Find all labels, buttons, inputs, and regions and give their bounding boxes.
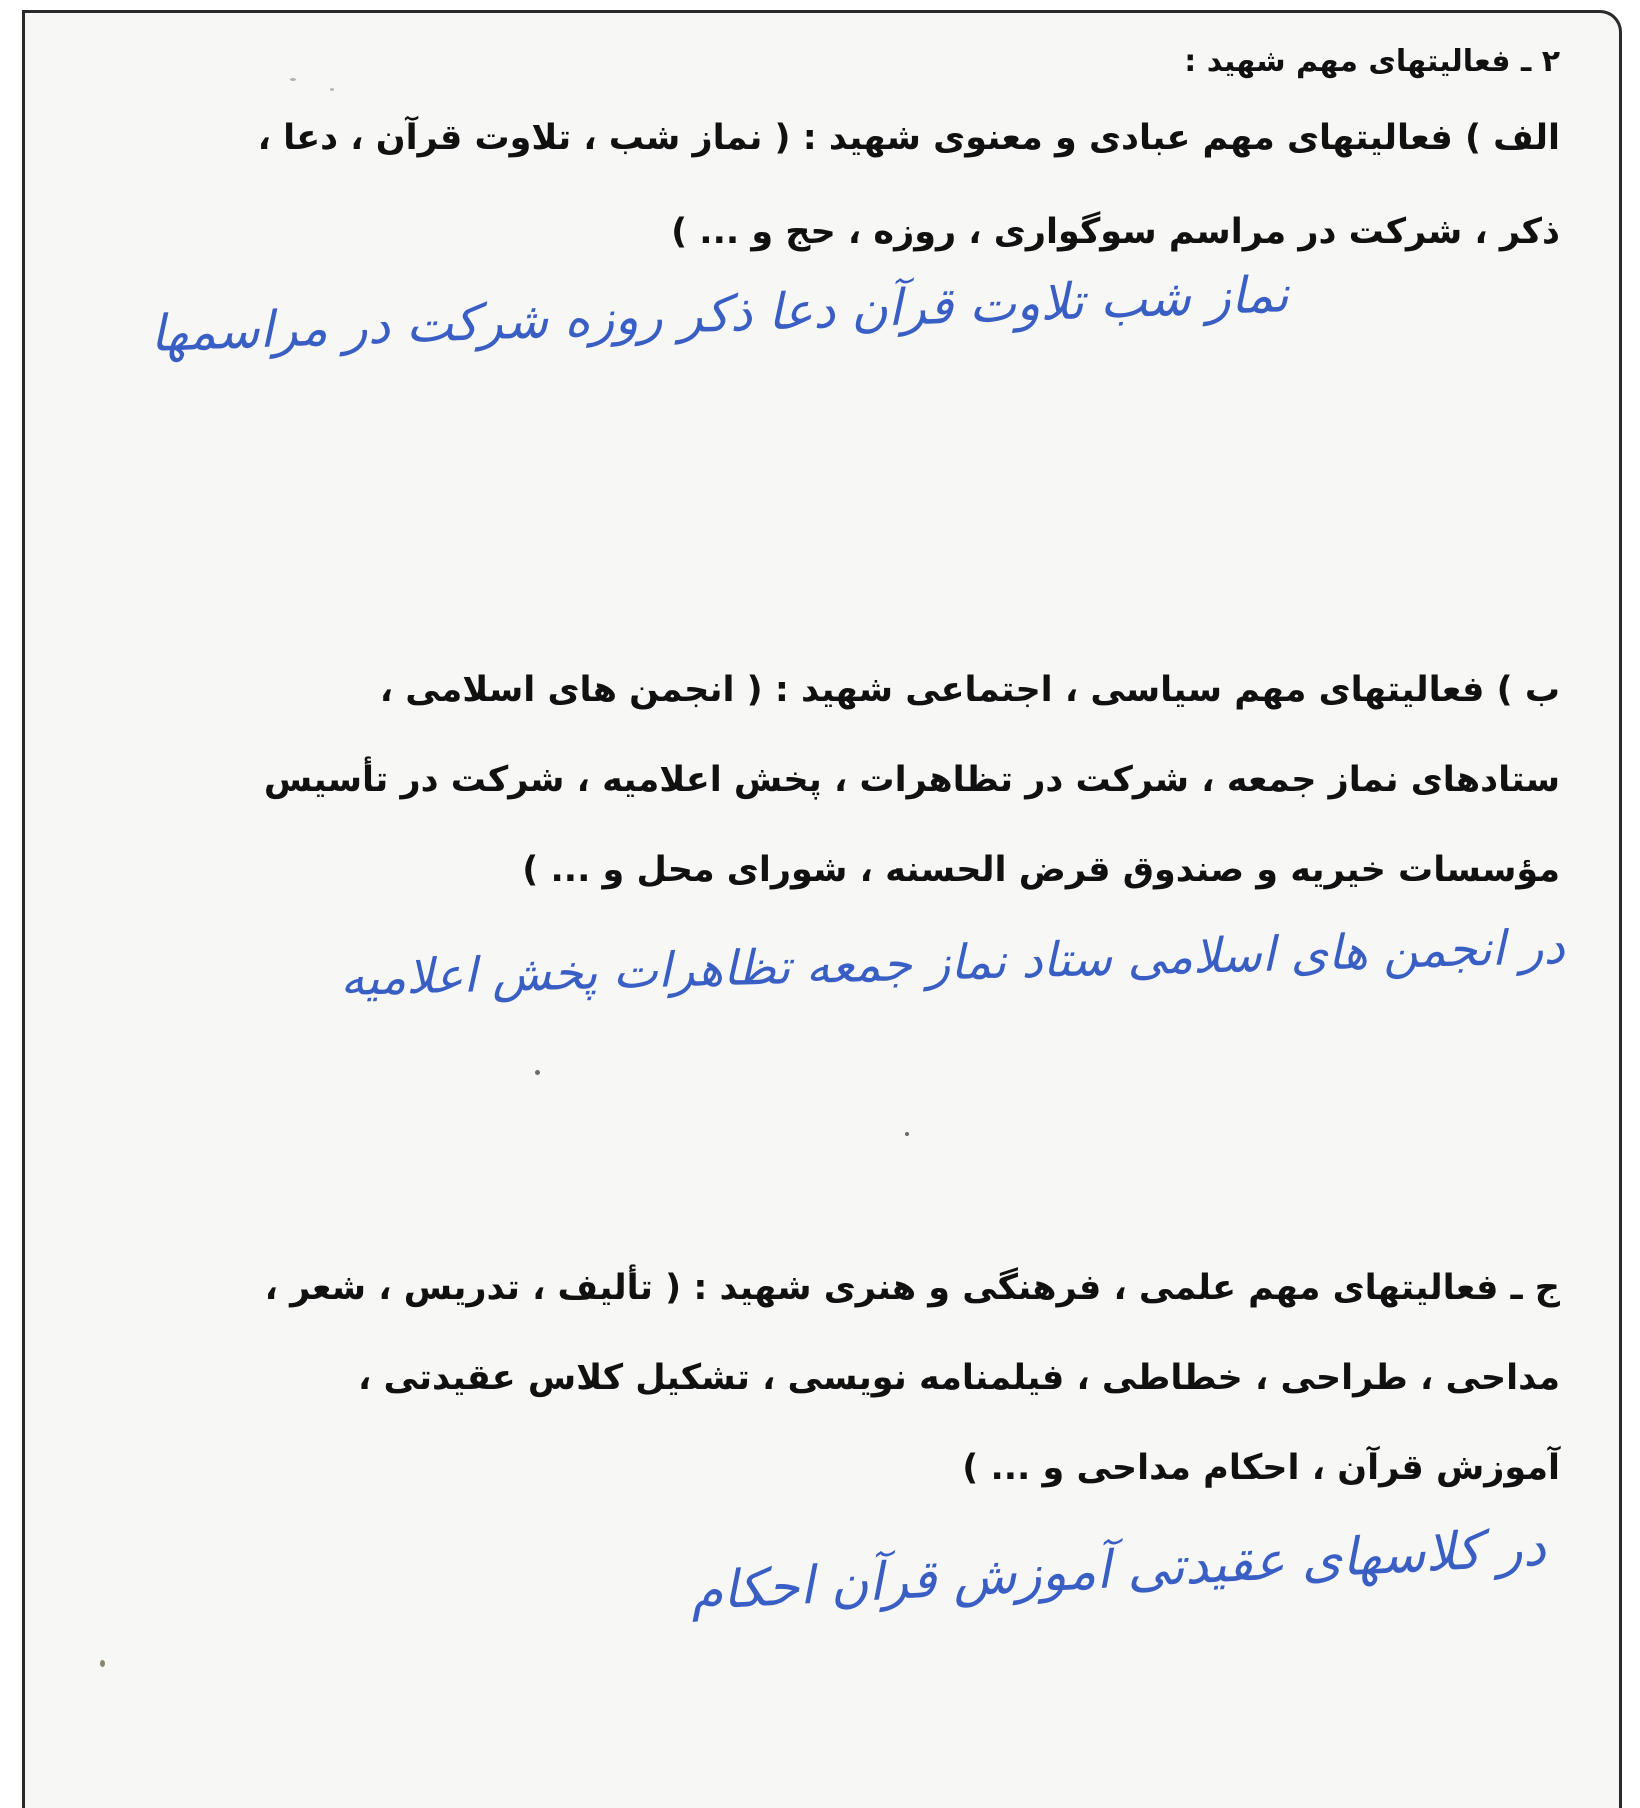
section-b-handwritten-answer: در انجمن های اسلامی ستاد نماز جمعه تظاهرات پخش اعلامیه — [339, 918, 1566, 1008]
scan-speck — [535, 1070, 540, 1075]
section-b-line-3: مؤسسات خیریه و صندوق قرض الحسنه ، شورای محل و ... ) — [522, 850, 1560, 890]
section-b-line-1: ب ) فعالیتهای مهم سیاسی ، اجتماعی شهید : ( انجمن های اسلامی ، — [379, 670, 1560, 710]
scan-speck — [905, 1132, 909, 1136]
scan-speck — [290, 78, 296, 81]
section-c-line-1: ج ـ فعالیتهای مهم علمی ، فرهنگی و هنری شهید : ( تألیف ، تدریس ، شعر ، — [264, 1268, 1560, 1308]
scan-speck — [330, 88, 334, 91]
section-c-handwritten-answer: در کلاسهای عقیدتی آموزش قرآن احکام — [689, 1517, 1548, 1623]
section-c-line-2: مداحی ، طراحی ، خطاطی ، فیلمنامه نویسی ، تشکیل کلاس عقیدتی ، — [358, 1358, 1560, 1398]
section-b-line-2: ستادهای نماز جمعه ، شرکت در تظاهرات ، پخش اعلامیه ، شرکت در تأسیس — [263, 760, 1560, 800]
scan-speck — [100, 1660, 105, 1667]
section-c-line-3: آموزش قرآن ، احکام مداحی و ... ) — [962, 1448, 1560, 1488]
section-a-line-2: ذکر ، شرکت در مراسم سوگواری ، روزه ، حج و ... ) — [671, 212, 1560, 252]
section-a-line-1: الف ) فعالیتهای مهم عبادی و معنوی شهید : ( نماز شب ، تلاوت قرآن ، دعا ، — [257, 118, 1560, 158]
section-a-handwritten-answer: نماز شب تلاوت قرآن دعا ذکر روزه شرکت در مراسمها — [149, 265, 1290, 363]
section-heading: ۲ ـ فعالیتهای مهم شهید : — [1184, 44, 1560, 79]
